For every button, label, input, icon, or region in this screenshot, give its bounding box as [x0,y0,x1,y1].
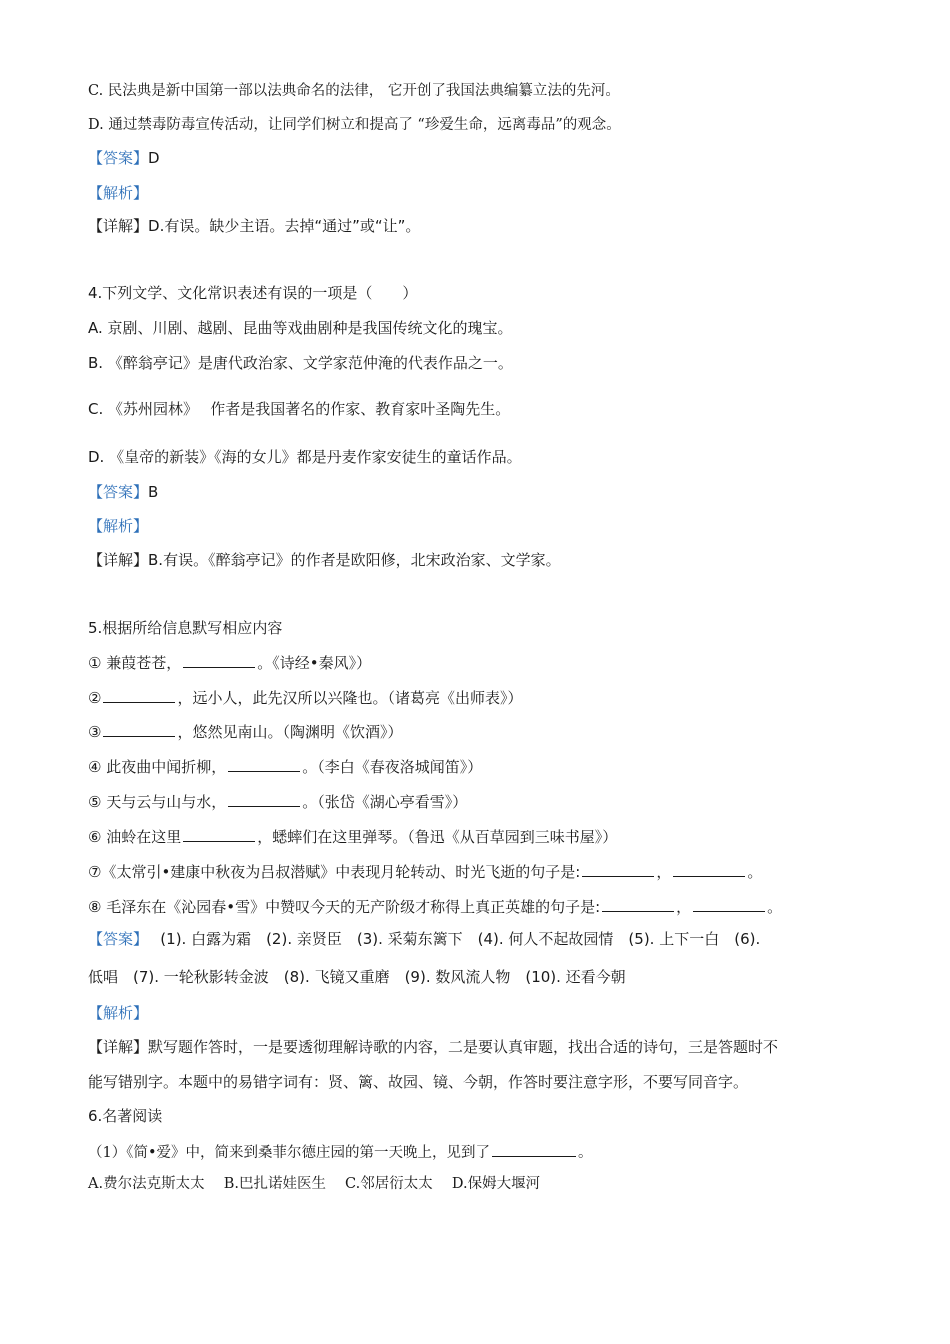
fill-blank[interactable] [602,896,674,912]
item-text: 。 [767,898,783,916]
q4-option-c: C. 《苏州园林》 作者是我国著名的作家、教育家叶圣陶先生。 [88,400,511,418]
q5-item-7 [88,861,762,882]
q5-item-2 [88,687,522,708]
q3-option-d: D. 通过禁毒防毒宣传活动，让同学们树立和提高了 “珍爱生命，远离毒品”的观念。 [88,117,621,133]
item-text: ⑧ 毛泽东在《沁园春•雪》中赞叹今天的无产阶级才称得上真正英雄的句子是: [88,898,601,916]
fill-blank[interactable] [103,721,175,737]
q5-answer-line-1 [88,929,760,949]
q4-option-d: D. 《皇帝的新装》《海的女儿》都是丹麦作家安徒生的童话作品。 [88,448,522,466]
q5-item-5 [88,791,467,812]
fill-blank[interactable] [693,896,765,912]
item-text: ④ 此夜曲中闻折柳， [88,758,227,776]
item-text: ① 兼葭苍苍， [88,654,182,672]
item-text: 。《诗经•秦风》） [257,654,372,672]
q4-answer [88,482,158,502]
item-text: ⑤ 天与云与山与水， [88,793,227,811]
item-text: 。 [747,863,763,881]
q5-stem: 5.根据所给信息默写相应内容 [88,619,283,637]
detail-tag: 【详解】 [88,551,149,569]
fill-blank[interactable] [582,861,654,877]
answer-tag: 【答案】 [88,930,141,948]
q3-detail [88,216,420,236]
item-text: ， [676,898,692,916]
q5-analysis-tag: 【解析】 [88,1004,149,1022]
fill-blank[interactable] [228,791,300,807]
q5-item-8 [88,896,782,917]
detail-text: 默写题作答时，一是要透彻理解诗歌的内容，二是要认真审题，找出合适的诗句，三是答题时不 [148,1038,779,1056]
item-text: ，悠然见南山。（陶渊明《饮酒》） [177,723,403,741]
answer-value: D [148,149,160,167]
detail-tag: 【详解】 [88,1038,149,1056]
q5-item-6 [88,826,617,847]
detail-text: D.有误。缺少主语。去掉“通过”或“让”。 [148,217,421,235]
q4-analysis-tag: 【解析】 [88,517,149,535]
q5-answer-line-2: 低唱 (7). 一轮秋影转金波 (8). 飞镜又重磨 (9). 数风流人物 (10). 还看今朝 [88,968,626,986]
fill-blank[interactable] [183,826,255,842]
detail-text: B.有误。《醉翁亭记》的作者是欧阳修，北宋政治家、文学家。 [148,551,561,569]
item-text: ⑦《太常引•建康中秋夜为吕叔潜赋》中表现月轮转动、时光飞逝的句子是: [88,863,581,881]
q6-options: A.费尔法克斯太太 B.巴扎诺娃医生 C.邻居衍太太 D.保姆大堰河 [88,1176,541,1192]
fill-blank[interactable] [228,756,300,772]
q5-item-3 [88,721,402,742]
fill-blank[interactable] [492,1141,576,1157]
fill-blank[interactable] [183,652,255,668]
answer-tag: 【答案】 [88,483,149,501]
item-text: 。（张岱《湖心亭看雪》） [302,793,468,811]
q6-sub-1 [88,1141,593,1163]
q5-item-4 [88,756,482,777]
q6-stem: 6.名著阅读 [88,1107,163,1125]
detail-tag: 【详解】 [88,217,149,235]
q4-detail [88,550,561,570]
q5-item-1 [88,652,371,673]
answer-value: B [148,483,159,501]
q4-stem: 4.下列文学、文化常识表述有误的一项是（ ） [88,284,418,302]
item-text: ， [656,863,672,881]
q5-detail-line-2: 能写错别字。本题中的易错字词有：贤、篱、故园、镜、今朝，作答时要注意字形，不要写同音字。 [88,1073,749,1091]
answer-text: (1). 白露为霜 (2). 亲贤臣 (3). 采菊东篱下 (4). 何人不起故园情 (5). 上下一白 (6). [160,930,761,948]
item-text: ，蟋蟀们在这里弹琴。（鲁迅《从百草园到三味书屋》） [257,828,618,846]
answer-tag: 【答案】 [88,149,149,167]
q4-option-b: B. 《醉翁亭记》是唐代政治家、文学家范仲淹的代表作品之一。 [88,354,513,372]
q3-answer [88,148,160,168]
item-text: （1）《简•爱》中，简来到桑菲尔德庄园的第一天晚上，见到了 [88,1145,491,1161]
item-text: ② [88,689,102,707]
q3-option-c: C. 民法典是新中国第一部以法典命名的法律， 它开创了我国法典编纂立法的先河。 [88,83,620,99]
item-text: ，远小人，此先汉所以兴隆也。（诸葛亮《出师表》） [177,689,523,707]
q4-option-a: A. 京剧、川剧、越剧、昆曲等戏曲剧种是我国传统文化的瑰宝。 [88,319,513,337]
q5-detail-line-1 [88,1037,778,1057]
q3-analysis-tag: 【解析】 [88,184,149,202]
item-text: 。（李白《春夜洛城闻笛》） [302,758,483,776]
item-text: 。 [578,1145,593,1161]
item-text: ③ [88,723,102,741]
fill-blank[interactable] [673,861,745,877]
fill-blank[interactable] [103,687,175,703]
item-text: ⑥ 油蛉在这里 [88,828,182,846]
